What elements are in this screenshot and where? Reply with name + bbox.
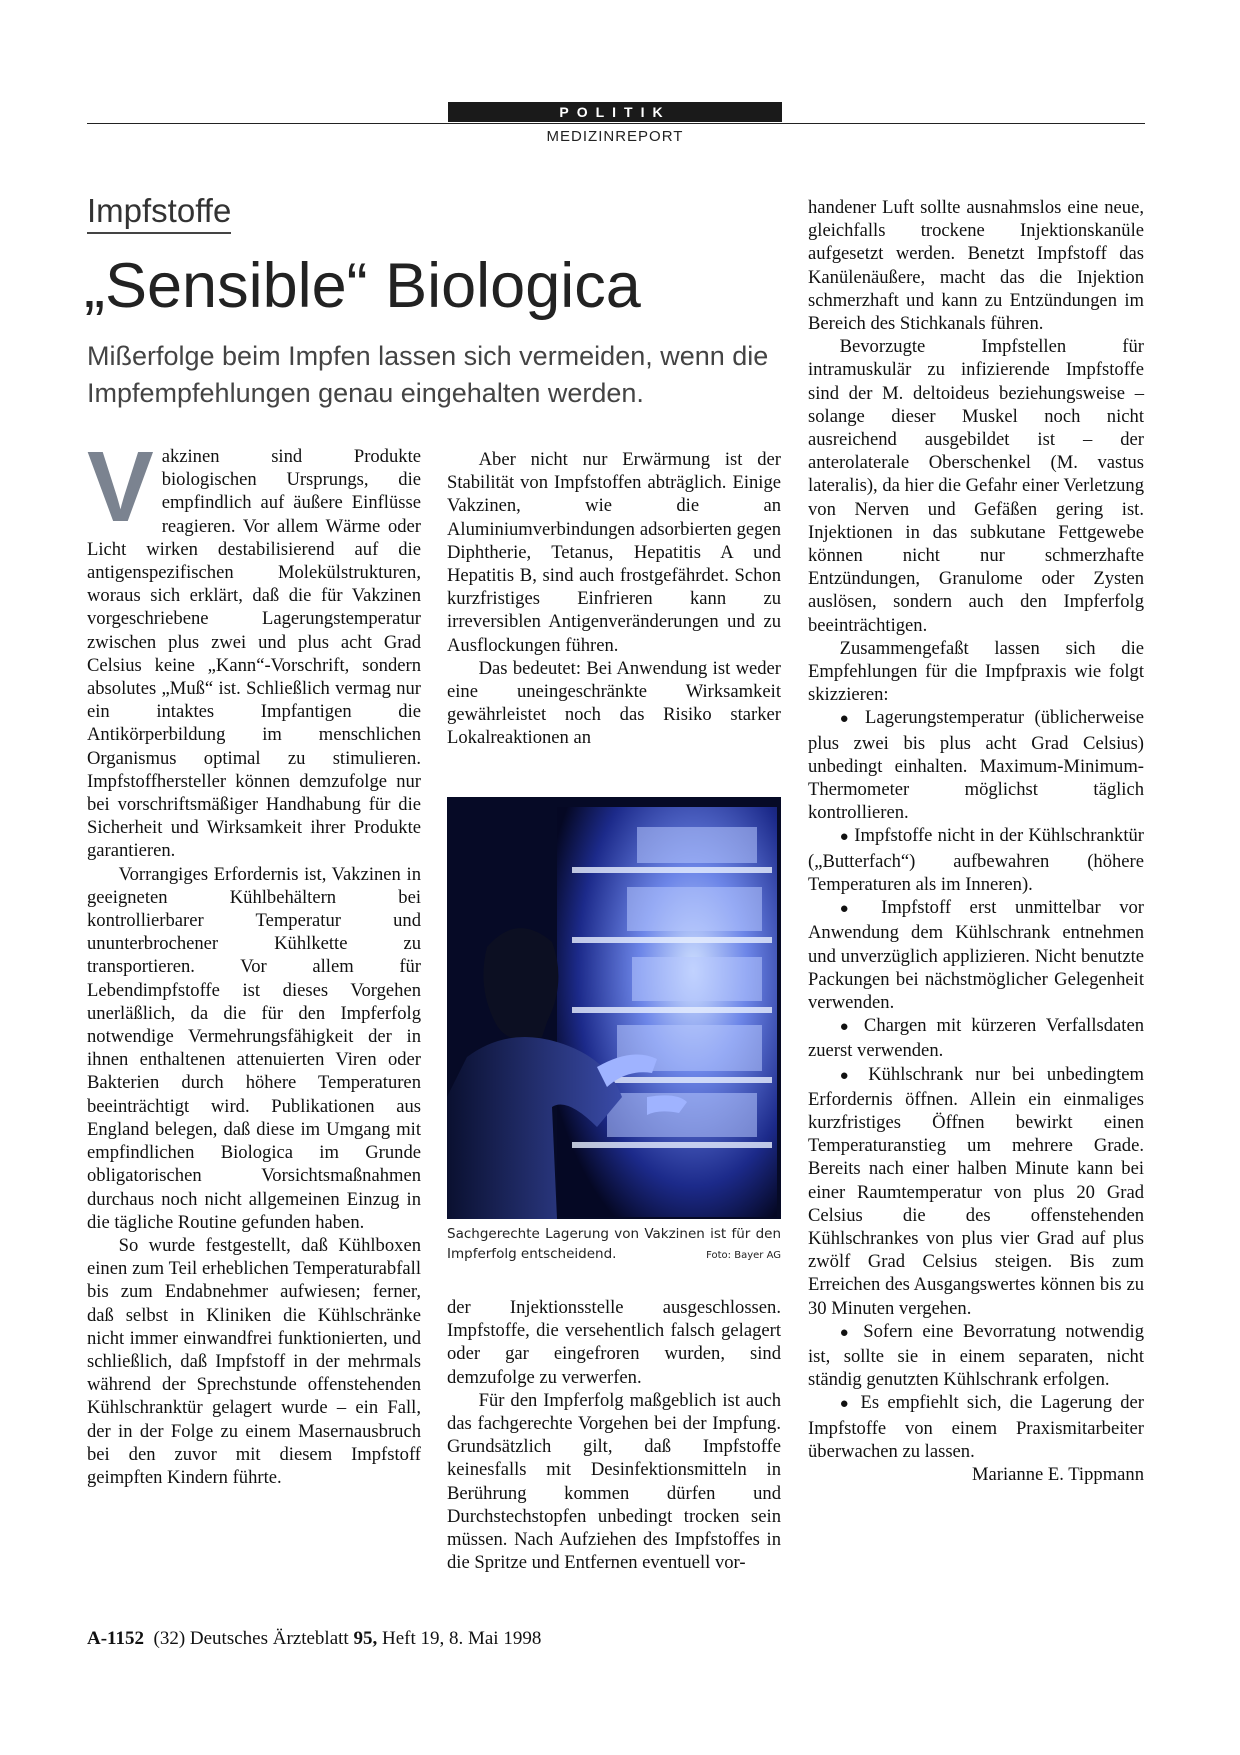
paragraph: Zusammengefaßt lassen sich die Empfehlungen für die Impfpraxis wie folgt skizzieren: xyxy=(808,637,1144,706)
paragraph: Bevorzugte Impfstellen für intramuskulär zu infizierende Impfstoffe sind der M. deltoideus beziehungsweise – solange dieser Muskel noch nicht ausreichend ausgebildet ist – der anterolaterale Oberschenkel (M. vastus lateralis), da hier die Gefahr einer Verletzung von Nerven und Gefäßen gering ist. Injektionen in das subkutane Fettgewebe können nicht nur schmerzhafte Entzündungen, Granulome oder Zysten auslösen, sondern auch den Impferfolg beeinträchtigen. xyxy=(808,336,1144,636)
bullet-item: ● Lagerungstemperatur (üblicherweise plus zwei bis plus acht Grad Celsius) unbedingt einhalten. Maximum-Minimum-Thermometer möglichst täglich kontrollieren. xyxy=(808,707,1145,824)
paragraph: Das bedeutet: Bei Anwendung ist weder eine uneingeschränkte Wirksamkeit gewährleistet noch das Risiko starker Lokalreaktionen an xyxy=(447,657,781,749)
paragraph: So wurde festgestellt, daß Kühlboxen einen zum Teil erheblichen Temperaturabfall bis zum Endabnehmer aufwiesen; ferner, daß selbst in Kliniken die Kühlschränke nicht immer einwandfrei funktionierten, und schließlich, daß Impfstoff in der mehrmals während der Sprechstunde offenstehenden Kühlschranktür gelagert wurde – ein Fall, der in der Folge zu einem Masernausbruch bei den zuvor mit diesem Impfstoff geimpften Kindern führte. xyxy=(87,1234,421,1488)
bullet-item: ● Impfstoff erst unmittelbar vor Anwendung dem Kühlschrank entnehmen und unverzüglich applizieren. Nicht benutzte Packungen bei nächstmöglicher Gelegenheit verwenden. xyxy=(808,897,1144,1013)
bullet-icon: ● xyxy=(839,829,850,846)
header-rule xyxy=(87,123,1145,124)
bullet-icon: ● xyxy=(839,1324,854,1341)
paragraph: Aber nicht nur Erwärmung ist der Stabilität von Impfstoffen abträglich. Einige Vakzinen, wie die an Aluminiumverbindungen adsorbierten gegen Diphtherie, Tetanus, Hepatitis A und Hepatitis B, sind auch frostgefährdet. Schon kurzfristiges Einfrieren kann zu irreversiblen Antigenveränderungen und zu Ausflockungen führen. xyxy=(447,449,781,656)
bullet-icon: ● xyxy=(839,1067,857,1084)
paragraph: der Injektionsstelle ausgeschlossen. Impfstoffe, die versehentlich falsch gelagert oder gar eingefroren wurden, sind demzufolge zu verwerfen. xyxy=(447,1297,781,1388)
article-column-3 xyxy=(808,196,1144,1486)
vaccine-fridge-photo xyxy=(447,797,781,1219)
bullet-item: ● Impfstoffe nicht in der Kühlschranktür („Butterfach“) aufbewahren (höhere Temperaturen als im Inneren). xyxy=(808,825,1144,895)
section-label: POLITIK xyxy=(448,102,782,122)
subsection-label: MEDIZINREPORT xyxy=(546,128,684,145)
page-footer xyxy=(87,1628,541,1650)
caption-text: Sachgerechte Lagerung von Vakzinen ist für den Impferfolg entscheidend. xyxy=(447,1226,781,1262)
article-kicker: Impfstoffe xyxy=(87,192,231,234)
paragraph: Für den Impferfolg maßgeblich ist auch das fachgerechte Vorgehen bei der Impfung. Grundsätzlich gilt, daß Impfstoffe keinesfalls mit Desinfektionsmitteln in Berührung kommen dürfen und Durchstechstopfen unbedingt trocken sein müssen. Nach Aufziehen des Impfstoffes in die Spritze und Entfernen eventuell vor- xyxy=(447,1389,781,1574)
paragraph: Vorrangiges Erfordernis ist, Vakzinen in geeigneten Kühlbehältern bei kontrollierbarer Temperatur und ununterbrochener Kühlkette zu transportieren. Vor allem für Lebendimpfstoffe ist dieses Vorgehen unerläßlich, da die für den Impferfolg notwendige Vermehrungsfähigkeit der in ihnen enthaltenen attenuierten Viren oder Bakterien durch höhere Temperaturen beeinträchtigt wird. Publikationen aus England belegen, daß diese im Umgang mit empfindlichen Biologica im Grunde obligatorischen Vorsichtsmaßnahmen durchaus noch nicht allgemeinen Einzug in die tägliche Routine gefunden haben. xyxy=(87,863,421,1233)
drop-cap: V xyxy=(87,431,154,543)
bullet-icon: ● xyxy=(839,1396,853,1413)
bullet-item: ● Kühlschrank nur bei unbedingtem Erfordernis öffnen. Allein ein einmaliges kurzfristiges Öffnen bewirkt einen Temperaturanstieg um mehrere Grade. Bereits nach einer halben Minute kann bei einer Raumtemperatur von plus 20 Grad Celsius die des offenstehenden Kühlschrankes von plus vier Grad auf plus zwölf Grad Celsius steigen. Bis zum Erreichen des Ausgangswertes können bis zu 30 Minuten vergehen. xyxy=(808,1063,1145,1319)
figure-caption xyxy=(447,1224,781,1266)
bullet-icon: ● xyxy=(839,1019,854,1036)
bullet-item: ● Chargen mit kürzeren Verfallsdaten zuerst verwenden. xyxy=(808,1015,1144,1062)
article-headline: „Sensible“ Biologica xyxy=(84,251,641,321)
author-signature: Marianne E. Tippmann xyxy=(972,1463,1144,1485)
paragraph: Vakzinen sind Produkte biologischen Ursprungs, die empfindlich auf äußere Einflüsse reagieren. Vor allem Wärme oder Licht wirken destabilisierend auf die antigenspezifischen Molekülstrukturen, woraus sich erklärt, daß die für Vakzinen vorgeschriebene Lagerungstemperatur zwischen plus zwei und plus acht Grad Celsius keine „Kann“-Vorschrift, sondern absolutes „Muß“ ist. Schließlich vermag nur ein intaktes Impfantigen die Antikörperbildung im menschlichen Organismus optimal zu stimulieren. Impfstoffhersteller können demzufolge nur bei vorschriftsmäßiger Handhabung für die Sicherheit und Wirksamkeit ihrer Produkte garantieren. xyxy=(87,431,421,862)
article-deck: Mißerfolge beim Impfen lassen sich vermeiden, wenn die Impfempfehlungen genau eingehalten werden. xyxy=(87,341,769,408)
journal-name: (32) Deutsches Ärzteblatt xyxy=(153,1628,349,1649)
photo-credit: Foto: Bayer AG xyxy=(706,1250,781,1261)
paragraph: handener Luft sollte ausnahmslos eine neue, gleichfalls trockene Injektionskanüle aufgesetzt werden. Benetzt Impfstoff das Kanülenäußere, macht das die Injektion schmerzhaft und kann zu Entzündungen im Bereich des Stichkanals führen. xyxy=(808,197,1144,335)
bullet-item: ● Sofern eine Bevorratung notwendig ist, sollte sie in einem separaten, nicht ständig genutzten Kühlschrank erfolgen. xyxy=(808,1320,1144,1391)
article-column-2-bottom xyxy=(447,1296,781,1574)
issue-date: Heft 19, 8. Mai 1998 xyxy=(381,1628,542,1649)
article-column-2-top xyxy=(447,448,781,750)
article-column-1 xyxy=(87,431,421,1489)
page-number: A-1152 xyxy=(87,1628,144,1649)
bullet-icon: ● xyxy=(839,901,863,918)
bullet-icon: ● xyxy=(839,711,855,728)
volume-number: 95, xyxy=(353,1628,378,1649)
bullet-item: ● Es empfiehlt sich, die Lagerung der Impfstoffe von einem Praxismitarbeiter überwachen zu lassen. xyxy=(808,1392,1144,1462)
